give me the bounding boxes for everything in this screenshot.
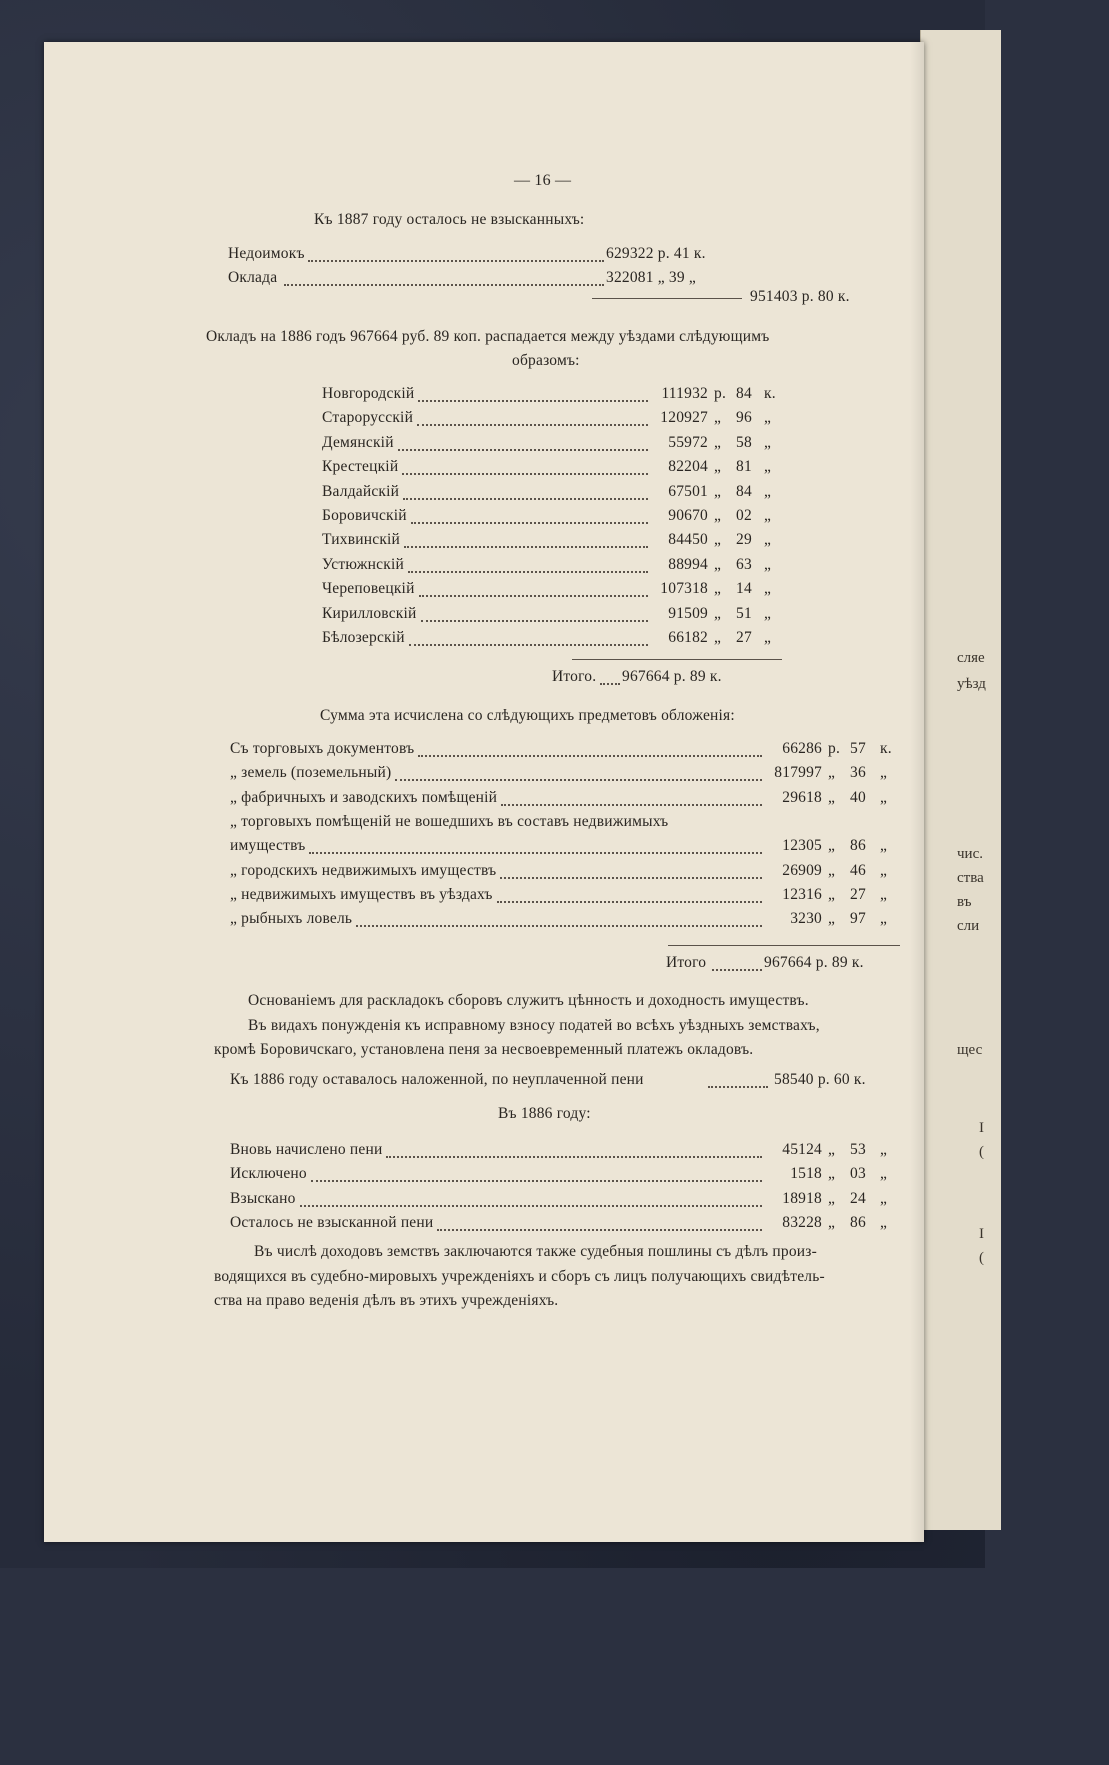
dot-leader (418, 400, 648, 402)
district-sep: „ (714, 433, 722, 451)
penalty-kop: 24 (850, 1189, 866, 1207)
source-label: имуществъ (230, 837, 306, 855)
penalty-label: Взыскано (230, 1189, 296, 1207)
adjacent-text: сляе (957, 650, 985, 666)
penalty-label: Исключено (230, 1165, 307, 1183)
source-rub: 29618 (782, 788, 822, 806)
page-number: — 16 — (514, 172, 572, 189)
adjacent-page (920, 30, 1001, 1530)
penalty-kop: 86 (850, 1213, 866, 1231)
district-sep: „ (714, 409, 722, 427)
source-kop: 86 (850, 837, 866, 855)
dot-leader (402, 473, 648, 475)
arrears-label: Недоимокъ (228, 245, 305, 262)
district-label: Бѣлозерскій (322, 629, 405, 646)
penalty-kop: 53 (850, 1141, 866, 1158)
source-label: Съ торговыхъ документовъ (230, 740, 415, 757)
penalty-label: Осталось не взысканной пени (230, 1213, 434, 1231)
source-kop: 27 (850, 885, 866, 903)
source-kop: 40 (850, 788, 866, 806)
adjacent-text: ( (979, 1144, 984, 1160)
dot-leader (308, 260, 604, 262)
arrears-value: 629322 р. 41 к. (606, 245, 706, 262)
district-kop: 29 (736, 531, 752, 549)
dot-leader (437, 1229, 762, 1231)
district-rub: 91509 (668, 604, 708, 622)
subtotal-rule (592, 298, 742, 299)
adjacent-text: I (979, 1120, 984, 1136)
penalty-end: „ (880, 1213, 888, 1231)
dot-leader (395, 779, 762, 781)
district-end: „ (764, 555, 772, 573)
paragraph-line: Въ видахъ понужденія къ исправному взносу податей во всѣхъ уѣздныхъ земствахъ, (248, 1017, 820, 1034)
district-rub: 67501 (668, 482, 708, 500)
district-label: Боровичскій (322, 507, 407, 524)
district-sep: „ (714, 458, 722, 476)
source-sep: р. (828, 740, 841, 757)
source-label: „ городскихъ недвижимыхъ имуществъ (230, 861, 497, 879)
source-end: „ (880, 837, 888, 855)
district-sep: „ (714, 580, 722, 598)
total-rule (572, 659, 782, 660)
source-end: „ (880, 861, 888, 879)
district-kop: 63 (736, 555, 752, 573)
dot-leader (404, 546, 648, 548)
sources-total-label: Итого (666, 954, 707, 971)
penalty-rub: 18918 (782, 1189, 822, 1207)
dot-leader (411, 522, 648, 524)
district-sep: р. (714, 385, 727, 402)
district-label: Череповецкій (322, 580, 415, 598)
dot-leader (403, 498, 648, 500)
district-kop: 84 (736, 482, 752, 500)
districts-total-label: Итого. (552, 668, 597, 685)
adjacent-text: ( (979, 1250, 984, 1266)
arrears-label: Оклада (228, 269, 278, 286)
district-kop: 58 (736, 433, 752, 451)
district-end: „ (764, 433, 772, 451)
district-sep: „ (714, 604, 722, 622)
year-1886-heading: Въ 1886 году: (498, 1105, 591, 1122)
district-rub: 66182 (668, 629, 708, 646)
source-rub: 26909 (782, 861, 822, 879)
district-sep: „ (714, 507, 722, 524)
dot-leader (398, 449, 648, 451)
adjacent-text: уѣзд (957, 676, 986, 692)
district-end: „ (764, 604, 772, 622)
penalty-sep: „ (828, 1213, 836, 1231)
penalty-rub: 45124 (782, 1141, 822, 1158)
dot-leader (300, 1205, 762, 1207)
district-end: „ (764, 409, 772, 427)
source-kop: 57 (850, 740, 866, 757)
sources-heading: Сумма эта исчислена со слѣдующихъ предметовъ обложенія: (320, 707, 735, 724)
districts-intro-line: образомъ: (512, 352, 580, 369)
source-kop: 97 (850, 910, 866, 928)
dot-leader (356, 925, 762, 927)
source-end: „ (880, 885, 888, 903)
source-rub: 12316 (782, 885, 822, 903)
dot-leader (501, 804, 762, 806)
district-label: Тихвинскій (322, 531, 401, 549)
source-kop: 46 (850, 861, 866, 879)
dot-leader (419, 595, 648, 597)
source-label: „ земель (поземельный) (230, 764, 392, 782)
penalty-rub: 1518 (790, 1165, 822, 1183)
district-end: „ (764, 580, 772, 598)
district-rub: 55972 (668, 433, 708, 451)
penalty-sep: „ (828, 1141, 836, 1158)
source-sep: „ (828, 861, 836, 879)
arrears-total: 951403 р. 80 к. (750, 288, 850, 305)
dot-leader (311, 1180, 762, 1182)
adjacent-text: сли (957, 918, 980, 934)
penalty-sep: „ (828, 1165, 836, 1183)
source-end: „ (880, 910, 888, 928)
penalty-value: 58540 р. 60 к. (774, 1071, 866, 1088)
adjacent-text: чис. (957, 846, 983, 862)
sources-total-value: 967664 р. 89 к. (764, 954, 864, 971)
paragraph-line: Къ 1886 году оставалось наложенной, по неуплаченной пени (230, 1071, 644, 1088)
district-label: Демянскій (322, 433, 394, 451)
penalty-end: „ (880, 1189, 888, 1207)
district-rub: 84450 (668, 531, 708, 549)
adjacent-text: въ (957, 894, 972, 910)
source-kop: 36 (850, 764, 866, 782)
district-end: „ (764, 482, 772, 500)
arrears-value: 322081 „ 39 „ (606, 269, 696, 286)
source-rub: 817997 (774, 764, 822, 782)
arrears-heading: Къ 1887 году осталось не взысканныхъ: (314, 211, 585, 228)
penalty-rub: 83228 (782, 1213, 822, 1231)
dot-leader (497, 901, 762, 903)
district-kop: 27 (736, 629, 752, 646)
dot-leader (417, 424, 648, 426)
dot-leader (418, 755, 762, 757)
dot-leader (500, 877, 762, 879)
total-rule (668, 945, 900, 946)
source-rub: 66286 (782, 740, 822, 757)
closing-line: водящихся въ судебно-мировыхъ учрежденіяхъ и сборъ съ лицъ получающихъ свидѣтель- (214, 1268, 825, 1285)
district-rub: 120927 (660, 409, 708, 427)
district-label: Новгородскій (322, 385, 415, 402)
source-label: „ рыбныхъ ловель (230, 910, 353, 928)
dot-leader (708, 1086, 768, 1088)
source-end: к. (880, 740, 892, 757)
source-label: „ торговыхъ помѣщеній не вошедшихъ въ составъ недвижимыхъ (230, 812, 669, 830)
penalty-end: „ (880, 1141, 888, 1158)
dot-leader (408, 571, 648, 573)
district-end: „ (764, 507, 772, 524)
closing-line: ства на право веденія дѣлъ въ этихъ учрежденіяхъ. (214, 1292, 559, 1309)
district-kop: 14 (736, 580, 752, 598)
source-end: „ (880, 788, 888, 806)
document-page (44, 42, 924, 1542)
source-sep: „ (828, 764, 836, 782)
district-label: Старорусскій (322, 409, 414, 427)
district-label: Кирилловскій (322, 604, 417, 622)
district-kop: 02 (736, 507, 752, 524)
district-kop: 81 (736, 458, 752, 476)
source-sep: „ (828, 837, 836, 855)
dot-leader (421, 620, 648, 622)
adjacent-text: I (979, 1226, 984, 1242)
district-sep: „ (714, 482, 722, 500)
district-end: к. (764, 385, 776, 402)
adjacent-text: щес (957, 1042, 983, 1058)
paragraph-line: кромѣ Боровичскаго, установлена пеня за несвоевременный платежъ окладовъ. (214, 1041, 754, 1058)
penalty-end: „ (880, 1165, 888, 1183)
dot-leader (309, 852, 762, 854)
source-label: „ фабричныхъ и заводскихъ помѣщеній (230, 788, 498, 806)
district-label: Валдайскій (322, 482, 400, 500)
district-rub: 107318 (660, 580, 708, 598)
district-sep: „ (714, 531, 722, 549)
dot-leader (284, 284, 604, 286)
districts-total-value: 967664 р. 89 к. (622, 668, 722, 685)
penalty-sep: „ (828, 1189, 836, 1207)
district-label: Устюжнскій (322, 555, 404, 573)
district-end: „ (764, 629, 772, 646)
district-rub: 88994 (668, 555, 708, 573)
district-sep: „ (714, 629, 722, 646)
district-end: „ (764, 458, 772, 476)
district-kop: 84 (736, 385, 752, 402)
source-label: „ недвижимыхъ имуществъ въ уѣздахъ (230, 885, 493, 903)
source-sep: „ (828, 885, 836, 903)
district-rub: 90670 (668, 507, 708, 524)
source-sep: „ (828, 788, 836, 806)
district-kop: 51 (736, 604, 752, 622)
districts-intro-line: Окладъ на 1886 годъ 967664 руб. 89 коп. распадается между уѣздами слѣдующимъ (206, 328, 770, 345)
source-sep: „ (828, 910, 836, 928)
dot-leader (386, 1156, 762, 1158)
paragraph-line: Основаніемъ для раскладокъ сборовъ служитъ цѣнность и доходность имуществъ. (248, 992, 809, 1009)
source-rub: 3230 (790, 910, 822, 928)
penalty-kop: 03 (850, 1165, 866, 1183)
district-kop: 96 (736, 409, 752, 427)
district-sep: „ (714, 555, 722, 573)
source-rub: 12305 (782, 837, 822, 855)
dot-leader (712, 969, 762, 971)
dot-leader (600, 683, 620, 685)
source-end: „ (880, 764, 888, 782)
district-rub: 111932 (661, 385, 708, 402)
district-rub: 82204 (668, 458, 708, 476)
district-label: Крестецкій (322, 458, 399, 476)
dot-leader (409, 644, 648, 646)
penalty-label: Вновь начислено пени (230, 1141, 383, 1158)
district-end: „ (764, 531, 772, 549)
adjacent-text: ства (957, 870, 984, 886)
closing-line: Въ числѣ доходовъ земствъ заключаются также судебныя пошлины съ дѣлъ произ- (254, 1243, 817, 1260)
